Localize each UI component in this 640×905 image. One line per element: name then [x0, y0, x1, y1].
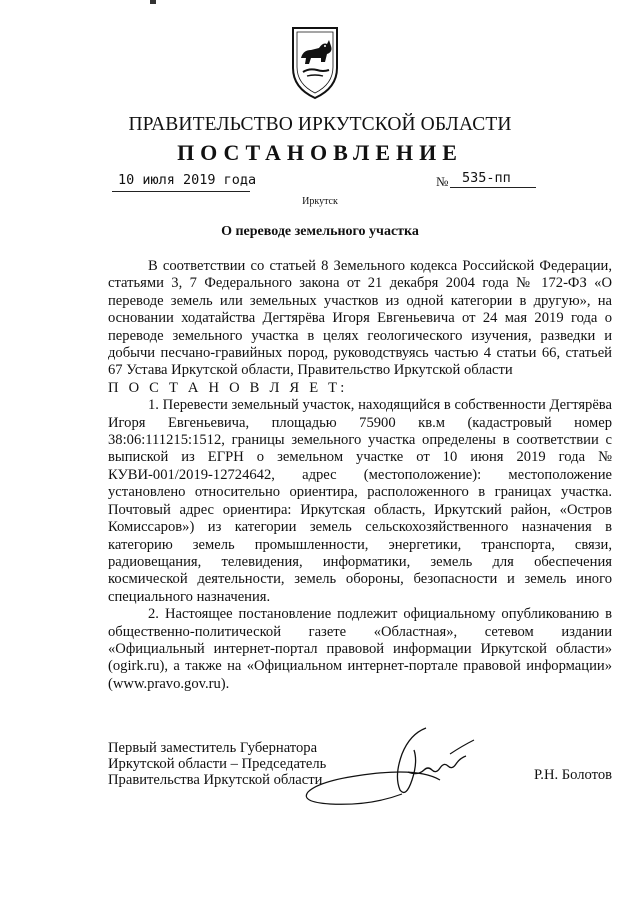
document-date: 10 июля 2019 года [118, 172, 257, 188]
document-title: О переводе земельного участка [221, 224, 419, 239]
number-underline [450, 187, 536, 188]
document-type: ПОСТАНОВЛЕНИЕ [177, 140, 463, 165]
document-number: 535-пп [462, 170, 511, 186]
city: Иркутск [302, 196, 338, 207]
item-1-paragraph: 1. Перевести земельный участок, находящийся в собственности Дегтярёва Игоря Евгеньевича, площадью 75900 кв.м (кадастровый номер 38:06:111215:1512, границы земельного участка определены в соответствии с выпиской из ЕГРН о земельном участке от 10 июня 2019 года № КУВИ-001/2019-12724642, адрес (местоположение): местоположение установлено относительно ориентира, расположенного в границах участка. Почтовый адрес ориентира: Иркутская область, Иркутский район, «Остров Комиссаров») из категории земель сельскохозяйственного назначения в категорию земель промышленности, энергетики, транспорта, связи, радиовещания, телевидения, информатики, земель для обеспечения космической деятельности, земель обороны, безопасности и земель иного специального назначения. [108, 397, 612, 605]
position-line-2: Иркутской области – Председатель [108, 756, 327, 772]
position-line-1: Первый заместитель Губернатора [108, 740, 318, 756]
government-name: ПРАВИТЕЛЬСТВО ИРКУТСКОЙ ОБЛАСТИ [128, 114, 512, 135]
resolves-heading: П О С Т А Н О В Л Я Е Т: [108, 379, 348, 396]
handwritten-signature [290, 710, 500, 830]
coat-of-arms-icon [289, 24, 341, 100]
signatory-name: Р.Н. Болотов [534, 767, 613, 783]
item-2-paragraph: 2. Настоящее постановление подлежит официальному опубликованию в общественно-политической газете «Областная», сетевом издании «Официальный интернет-портал правовой информации Иркутской области» (ogirk.ru), а также на «Официальном интернет-портале правовой информации» (www.pravo.gov.ru). [108, 606, 612, 692]
date-underline [112, 191, 250, 192]
number-sign: № [436, 174, 449, 189]
preamble-paragraph: В соответствии со статьей 8 Земельного кодекса Российской Федерации, статьями 3, 7 Федерального закона от 21 декабря 2004 года № 172-ФЗ «О переводе земель или земельных участков из одной категории в другую», на основании ходатайства Дегтярёва Игоря Евгеньевича от 24 мая 2019 года о переводе земельного участка в целях геологического изучения, разведки и добычи песчано-гравийных пород, руководствуясь частью 4 статьи 66, статьей 67 Устава Иркутской области, Правительство Иркутской области [108, 258, 612, 379]
position-line-3: Правительства Иркутской области [108, 772, 323, 788]
document-body [108, 258, 612, 693]
scan-mark [150, 0, 156, 4]
